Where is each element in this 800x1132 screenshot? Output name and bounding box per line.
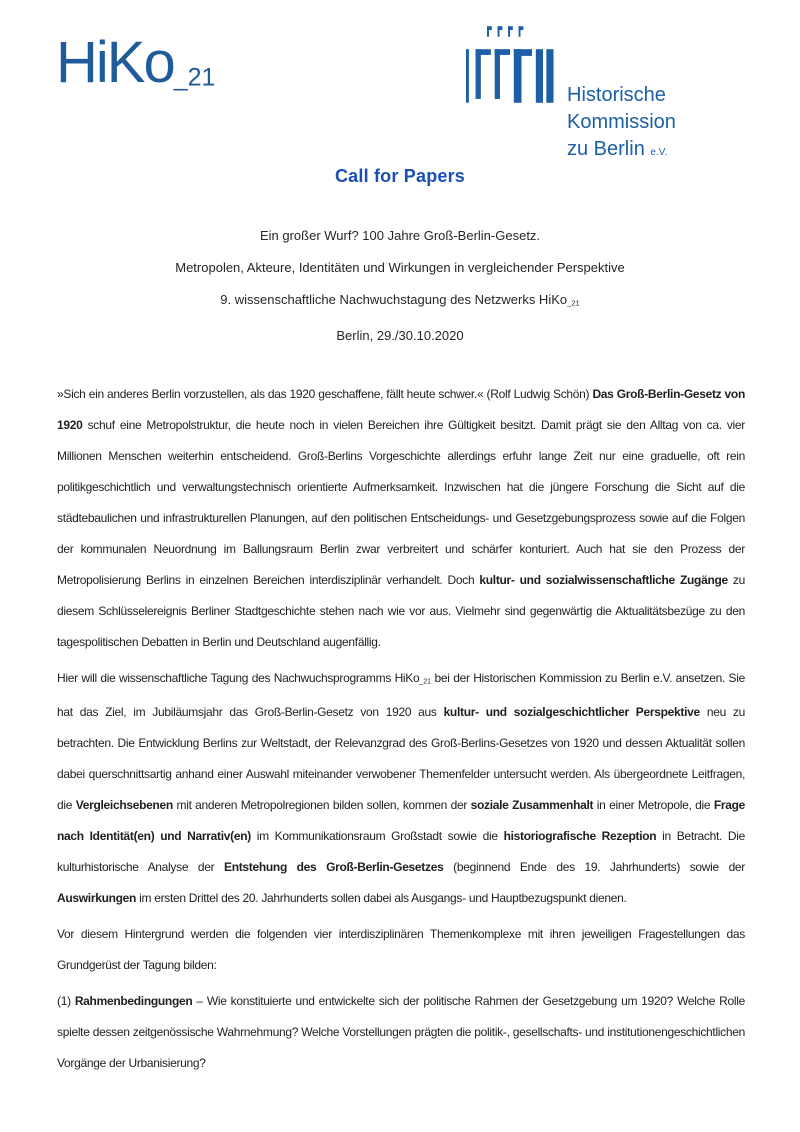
hiko-logo-text: HiKo (56, 30, 174, 95)
hiko-logo-subscript: _21 (173, 63, 216, 92)
subtitle-line-3: 9. wissenschaftliche Nachwuchstagung des Netzwerks HiKo$_{\_21}$ (220, 292, 580, 308)
paragraph-4: (1) Rahmenbedingungen – Wie konstituierte und entwickelte sich der politische Rahmen der Gesetzgebung um 1920? Welche Rolle spielte dessen zeitgenössische Wahrnehmung? Welche Vorstellungen prägten die politik-, gesellschafts- und institutionengeschichtlichen Vorgänge der Urbanisierung? (57, 994, 745, 1071)
paragraph-1: »Sich ein anderes Berlin vorzustellen, als das 1920 geschaffene, fällt heute schwer.« (Rolf Ludwig Schön) Das Groß-Berlin-Gesetz von 1920 schuf eine Metropolstruktur, die heute noch in vielen Bereichen ihre Gültigkeit besitzt. Damit prägt sie den Alltag von ca. vier Millionen Menschen weiterhin entscheidend. Groß-Berlins Vorgeschichte allerdings erfuhr lange Zeit nur eine graduelle, oft rein politikgeschichtlich und verwaltungstechnisch orientierte Aufmerksamkeit. Inzwischen hat die jüngere Forschung die Sicht auf die städtebaulichen und infrastrukturellen Planungen, auf den politischen Entscheidungs- und Gesetzgebungsprozess sowie auf die Folgen der kommunalen Neuordnung im Ballungsraum Berlin zwar verbreitert und schärfer konturiert. Auch hat sie den Prozess der Metropolisierung Berlins in einzelnen Bereichen interdisziplinär verhandelt. Doch kultur- und sozialwissenschaftliche Zugänge zu diesem Schlüsselereignis Berliner Stadtgeschichte stehen nach wie vor aus. Vielmehr sind gegenwärtig die Aktualitätsbezüge zu den tagespolitischen Debatten in Berlin und Deutschland augenfällig. (57, 386, 745, 649)
paragraph-2: Hier will die wissenschaftliche Tagung des Nachwuchsprogramms HiKo$_{\_21}$ bei der Historischen Kommission zu Berlin e.V. ansetzen. Sie hat das Ziel, im Jubiläumsjahr das Groß-Berlin-Gesetz von 1920 aus kultur- und sozialgeschichtlicher Perspektive neu zu betrachten. Die Entwicklung Berlins zur Weltstadt, der Relevanzgrad des Groß-Berlins-Gesetzes von 1920 und dessen Aktualität sollen dabei querschnittsartig anhand einer Auswahl miteinander verwobener Themenfelder untersucht werden. Als übergeordnete Leitfragen, die Vergleichsebenen mit anderen Metropolregionen bilden sollen, kommen der soziale Zusammenhalt in einer Metropole, die Frage nach Identität(en) und Narrativ(en) im Kommunikationsraum Großstadt sowie die historiografische Rezeption in Betracht. Die kulturhistorische Analyse der Entstehung des Groß-Berlin-Gesetzes (beginnend Ende des 19. Jahrhunderts) sowie der Auswirkungen im ersten Drittel des 20. Jahrhunderts sollen dabei als Ausgangs- und Hauptbezugspunkt dienen. (57, 670, 746, 906)
conference-subtitle (0, 220, 800, 352)
ev-suffix: e.V. (650, 147, 668, 158)
paragraph-3: Vor diesem Hintergrund werden die folgenden vier interdisziplinären Themenkomplexe mit ihren jeweiligen Fragestellungen das Grundgerüst der Tagung bilden: (57, 927, 745, 973)
kommission-name-line-3: zu Berlin e.V. (567, 138, 668, 160)
subtitle-line-2: Metropolen, Akteure, Identitäten und Wirkungen in vergleichender Perspektive (175, 260, 625, 275)
document-header (0, 0, 800, 160)
subtitle-line-1: Ein großer Wurf? 100 Jahre Groß-Berlin-Gesetz. (259, 228, 541, 243)
kommission-name (567, 82, 676, 166)
kommission-name-line-1: Historische (567, 84, 666, 106)
subtitle-line-4: Berlin, 29./30.10.2020 (336, 327, 464, 343)
document-body (57, 379, 745, 1080)
kommission-name-line-2: Kommission (567, 111, 676, 133)
page-title: Call for Papers (334, 166, 466, 186)
hiko-21-logo (56, 30, 216, 95)
historische-kommission-logo (466, 26, 676, 166)
brandenburg-gate-icon (466, 26, 554, 103)
